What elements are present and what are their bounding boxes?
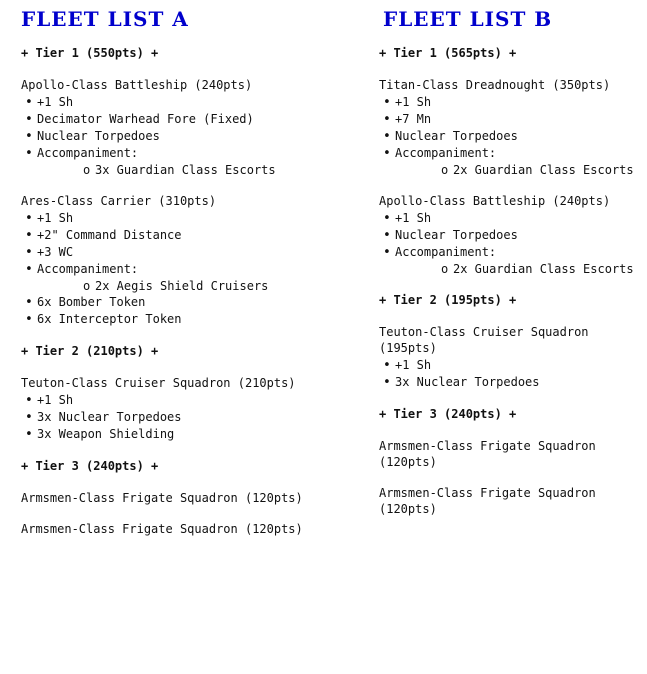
tier-heading: + Tier 3 (240pts) + [21,459,159,473]
ship-name: Armsmen-Class Frigate Squadron (120pts) [21,522,303,536]
option-text: Accompaniment: [395,146,497,160]
sub-option-list [395,261,639,277]
option-list [379,94,639,178]
option-item [21,128,351,145]
ship-name: Armsmen-Class Frigate Squadron (120pts) [379,439,596,469]
option-text: Nuclear Torpedoes [395,228,518,242]
ship-entry [21,77,351,178]
ship-entry [21,193,351,328]
ship-entry [21,375,351,443]
option-text: +7 Mn [395,112,432,126]
ship-entry [379,438,639,470]
option-text: +3 WC [37,245,74,259]
ship-name: Teuton-Class Cruiser Squadron (210pts) [21,376,296,390]
option-list [21,210,351,328]
sub-option-list [37,278,351,294]
option-list [21,94,351,178]
ship-entry [379,77,639,178]
option-list [379,357,639,391]
option-text: +1 Sh [395,95,432,109]
sub-option-list [395,162,639,178]
fleet-body [21,45,351,552]
option-item [379,94,639,111]
option-item [21,426,351,443]
option-item [379,128,639,145]
ship-name: Titan-Class Dreadnought (350pts) [379,78,611,92]
option-text: Nuclear Torpedoes [395,129,518,143]
option-item [21,94,351,111]
option-text: 3x Nuclear Torpedoes [395,375,540,389]
option-list [21,392,351,443]
option-item [21,227,351,244]
option-item [21,210,351,227]
option-text: Decimator Warhead Fore (Fixed) [37,112,254,126]
option-item [379,374,639,391]
option-text: Accompaniment: [37,262,139,276]
tier-heading: + Tier 2 (210pts) + [21,344,159,358]
option-text: Accompaniment: [37,146,139,160]
sub-option-item: o 3x Guardian Class Escorts [83,162,351,178]
option-text: 6x Bomber Token [37,295,146,309]
sub-option-list [37,162,351,178]
option-item [21,244,351,261]
option-item [379,145,639,178]
fleet-body [379,45,639,532]
ship-entry [379,485,639,517]
option-text: +1 Sh [395,358,432,372]
option-item [379,227,639,244]
option-text: +1 Sh [395,211,432,225]
option-item [379,357,639,374]
fleet-title: FLEET LIST A [21,7,189,31]
option-list [379,210,639,277]
option-text: +1 Sh [37,393,74,407]
ship-entry [379,324,639,391]
option-text: +1 Sh [37,95,74,109]
option-item [21,111,351,128]
sub-option-item: o 2x Guardian Class Escorts [441,261,639,277]
ship-name: Ares-Class Carrier (310pts) [21,194,217,208]
ship-name: Teuton-Class Cruiser Squadron (195pts) [379,325,589,355]
ship-entry [379,193,639,277]
option-text: +2" Command Distance [37,228,182,242]
ship-entry [21,521,351,537]
option-text: 6x Interceptor Token [37,312,182,326]
option-item [21,145,351,178]
ship-entry [21,490,351,506]
ship-name: Apollo-Class Battleship (240pts) [379,194,611,208]
option-item [21,392,351,409]
option-text: 3x Weapon Shielding [37,427,175,441]
option-item [21,294,351,311]
option-text: Accompaniment: [395,245,497,259]
fleet-title: FLEET LIST B [383,7,553,31]
tier-heading: + Tier 2 (195pts) + [379,293,517,307]
option-item [379,111,639,128]
option-item [379,244,639,277]
sub-option-item: o 2x Guardian Class Escorts [441,162,639,178]
option-text: 3x Nuclear Torpedoes [37,410,182,424]
option-text: Nuclear Torpedoes [37,129,160,143]
option-text: +1 Sh [37,211,74,225]
option-item [379,210,639,227]
ship-name: Armsmen-Class Frigate Squadron (120pts) [21,491,303,505]
tier-heading: + Tier 1 (565pts) + [379,46,517,60]
tier-heading: + Tier 1 (550pts) + [21,46,159,60]
ship-name: Armsmen-Class Frigate Squadron (120pts) [379,486,596,516]
option-item [21,311,351,328]
tier-heading: + Tier 3 (240pts) + [379,407,517,421]
option-item [21,409,351,426]
ship-name: Apollo-Class Battleship (240pts) [21,78,253,92]
sub-option-item: o 2x Aegis Shield Cruisers [83,278,351,294]
option-item [21,261,351,294]
